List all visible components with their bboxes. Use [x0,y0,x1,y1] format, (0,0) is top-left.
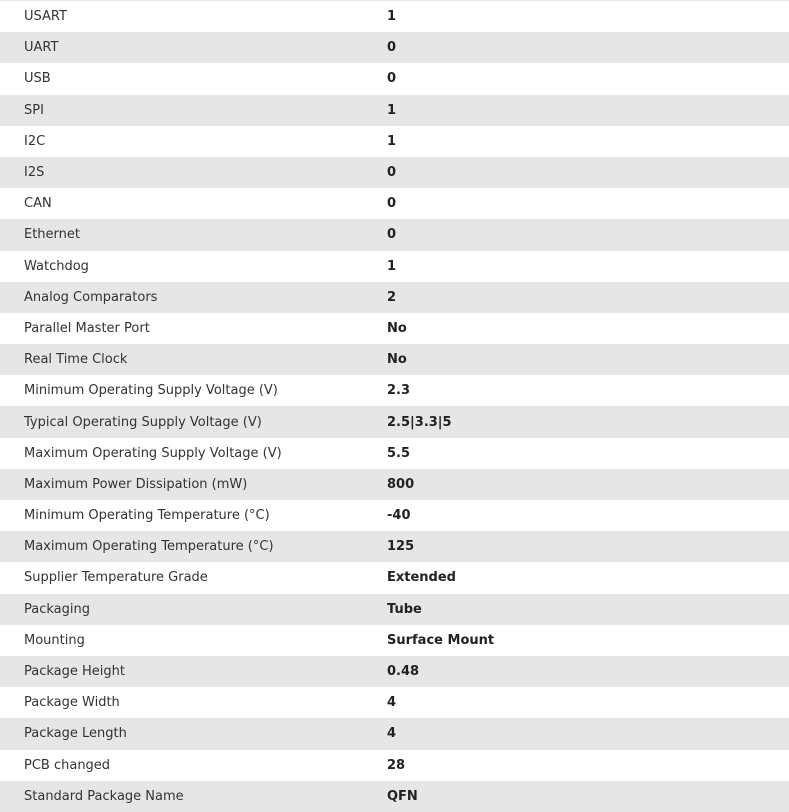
spec-row [0,500,789,531]
spec-row [0,219,789,250]
spec-value: 0 [387,227,397,243]
spec-value: 1 [387,258,397,274]
spec-value: 0 [387,165,397,181]
spec-name: Ethernet [24,227,80,243]
spec-row [0,32,789,63]
spec-row [0,63,789,94]
spec-row [0,344,789,375]
spec-value: No [387,352,407,368]
spec-name: Parallel Master Port [24,320,150,336]
spec-name: Watchdog [24,258,89,274]
spec-name: PCB changed [24,757,111,773]
spec-row [0,438,789,469]
spec-name: Maximum Operating Supply Voltage (V) [24,445,282,461]
spec-row [0,157,789,188]
spec-value: 4 [387,726,397,742]
spec-row [0,95,789,126]
spec-row [0,282,789,313]
spec-row [0,126,789,157]
spec-row [0,251,789,282]
spec-name: Real Time Clock [24,352,128,368]
spec-value: 1 [387,102,397,118]
spec-name: USART [24,9,67,25]
spec-row [0,594,789,625]
spec-value: 2 [387,289,397,305]
spec-value: 2.3 [387,383,411,399]
spec-name: Analog Comparators [24,289,158,305]
spec-name: Package Height [24,664,125,680]
spec-value: 1 [387,9,397,25]
spec-row [0,406,789,437]
spec-name: I2S [24,165,45,181]
spec-row [0,1,789,32]
spec-name: Typical Operating Supply Voltage (V) [24,414,262,430]
spec-value: 0 [387,40,397,56]
spec-name: Minimum Operating Supply Voltage (V) [24,383,278,399]
spec-value: 0.48 [387,664,420,680]
spec-value: 2.5|3.3|5 [387,414,452,430]
spec-row [0,375,789,406]
spec-row [0,781,789,812]
spec-row [0,687,789,718]
spec-name: USB [24,71,51,87]
spec-row [0,531,789,562]
spec-value: 28 [387,757,406,773]
spec-name: Mounting [24,632,85,648]
spec-name: Package Length [24,726,127,742]
spec-value: 0 [387,196,397,212]
spec-name: Maximum Operating Temperature (°C) [24,539,274,555]
spec-name: Standard Package Name [24,788,184,804]
spec-name: Package Width [24,695,120,711]
spec-value: Tube [387,601,422,617]
spec-value: 125 [387,539,415,555]
spec-name: SPI [24,102,44,118]
spec-value: Surface Mount [387,632,495,648]
spec-row [0,188,789,219]
spec-value: Extended [387,570,456,586]
spec-row [0,469,789,500]
spec-value: -40 [387,508,411,524]
spec-value: 800 [387,476,415,492]
spec-row [0,313,789,344]
spec-value: 5.5 [387,445,411,461]
spec-row [0,625,789,656]
spec-row [0,718,789,749]
spec-name: Packaging [24,601,90,617]
spec-name: I2C [24,133,46,149]
spec-name: Minimum Operating Temperature (°C) [24,508,270,524]
spec-value: No [387,320,407,336]
spec-value: QFN [387,788,418,804]
spec-value: 1 [387,133,397,149]
spec-name: CAN [24,196,52,212]
spec-name: Supplier Temperature Grade [24,570,208,586]
spec-row [0,656,789,687]
spec-row [0,750,789,781]
spec-name: UART [24,40,59,56]
spec-value: 0 [387,71,397,87]
spec-value: 4 [387,695,397,711]
spec-name: Maximum Power Dissipation (mW) [24,476,248,492]
spec-row [0,562,789,593]
